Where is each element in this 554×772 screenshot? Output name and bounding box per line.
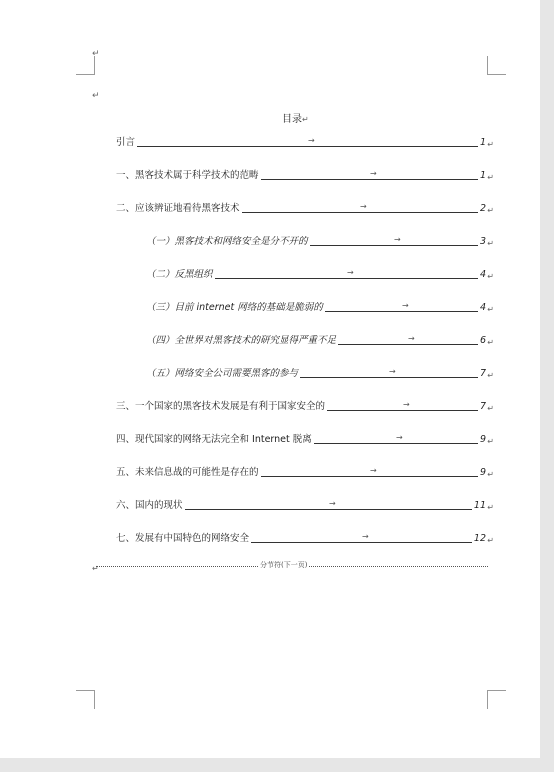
toc-page-number: 6 (479, 335, 486, 346)
tab-mark: → (370, 466, 377, 475)
toc-page-number: 3 (479, 236, 486, 247)
paragraph-mark: ↵ (487, 206, 494, 215)
paragraph-mark: ↵ (487, 371, 494, 380)
margin-corner-bottom-left (76, 690, 95, 709)
toc-entry-text: 四、现代国家的网络无法完全和 Internet 脱离 (116, 434, 312, 445)
toc-entry[interactable] (116, 433, 494, 447)
toc-entry-text: （二）反黑组织 (146, 269, 213, 280)
toc-entry[interactable] (146, 268, 494, 282)
toc-entry-text: （一）黑客技术和网络安全是分不开的 (146, 236, 308, 247)
toc-page-number: 9 (479, 467, 486, 478)
tab-mark: → (308, 136, 315, 145)
toc-entry[interactable] (116, 400, 494, 414)
paragraph-mark: ↵ (92, 564, 99, 573)
paragraph-mark: ↵ (487, 140, 494, 149)
toc-title-text: 目录 (282, 114, 302, 125)
toc-entry[interactable] (146, 301, 494, 315)
paragraph-mark: ↵ (302, 115, 309, 124)
toc-entry-text: 二、应该辨证地看待黑客技术 (116, 203, 240, 214)
toc-entry-text: （四）全世界对黑客技术的研究显得严重不足 (146, 335, 337, 346)
margin-corner-bottom-right (487, 690, 506, 709)
tab-mark: → (389, 367, 396, 376)
paragraph-mark: ↵ (487, 536, 494, 545)
tab-mark: → (329, 499, 336, 508)
paragraph-mark: ↵ (487, 239, 494, 248)
toc-entry-text: 一、黑客技术属于科学技术的范畴 (116, 170, 259, 181)
toc-page-number: 2 (479, 203, 486, 214)
toc-entry-text: 七、发展有中国特色的网络安全 (116, 533, 250, 544)
toc-page-number: 4 (479, 302, 486, 313)
toc-entry-text: 三、一个国家的黑客技术发展是有利于国家安全的 (116, 401, 326, 412)
toc-page-number: 7 (479, 401, 486, 412)
paragraph-mark: ↵ (92, 91, 100, 101)
toc-page-number: 12 (473, 533, 486, 544)
paragraph-mark: ↵ (487, 338, 494, 347)
tab-mark: → (403, 400, 410, 409)
toc-entry-text: （三）目前 internet 网络的基础是脆弱的 (146, 302, 323, 313)
toc-entry[interactable] (146, 334, 494, 348)
toc-entry[interactable] (146, 235, 494, 249)
tab-mark: → (394, 235, 401, 244)
toc-entry[interactable] (116, 202, 494, 216)
toc-entry[interactable] (116, 466, 494, 480)
page-shadow-bottom (0, 758, 554, 772)
toc-entry-text: （五）网络安全公司需要黑客的参与 (146, 368, 299, 379)
toc-page-number: 1 (479, 170, 486, 181)
paragraph-mark: ↵ (487, 470, 494, 479)
paragraph-mark: ↵ (487, 305, 494, 314)
tab-mark: → (408, 334, 415, 343)
section-break-label: 分节符(下一页) (260, 561, 308, 569)
paragraph-mark: ↵ (487, 173, 494, 182)
paragraph-mark: ↵ (487, 437, 494, 446)
margin-corner-top-right (487, 56, 506, 75)
page-shadow-right (540, 0, 554, 772)
toc-page-number: 7 (479, 368, 486, 379)
paragraph-mark: ↵ (487, 404, 494, 413)
toc-entry[interactable] (116, 532, 494, 546)
toc-page-number: 1 (479, 137, 486, 148)
tab-mark: → (362, 532, 369, 541)
paragraph-mark: ↵ (92, 49, 100, 59)
toc-entry-text: 引言 (116, 137, 136, 148)
tab-mark: → (347, 268, 354, 277)
toc-title (282, 110, 309, 125)
toc-entry[interactable] (116, 136, 494, 150)
tab-mark: → (396, 433, 403, 442)
tab-mark: → (402, 301, 409, 310)
toc-entry[interactable] (146, 367, 494, 381)
toc-page-number: 11 (473, 500, 486, 511)
toc-entry[interactable] (116, 169, 494, 183)
tab-mark: → (370, 169, 377, 178)
tab-mark: → (360, 202, 367, 211)
paragraph-mark: ↵ (487, 503, 494, 512)
toc-entry-text: 五、未来信息战的可能性是存在的 (116, 467, 259, 478)
toc-page-number: 4 (479, 269, 486, 280)
toc-entry-text: 六、国内的现状 (116, 500, 183, 511)
paragraph-mark: ↵ (487, 272, 494, 281)
toc-page-number: 9 (479, 434, 486, 445)
toc-entry[interactable] (116, 499, 494, 513)
